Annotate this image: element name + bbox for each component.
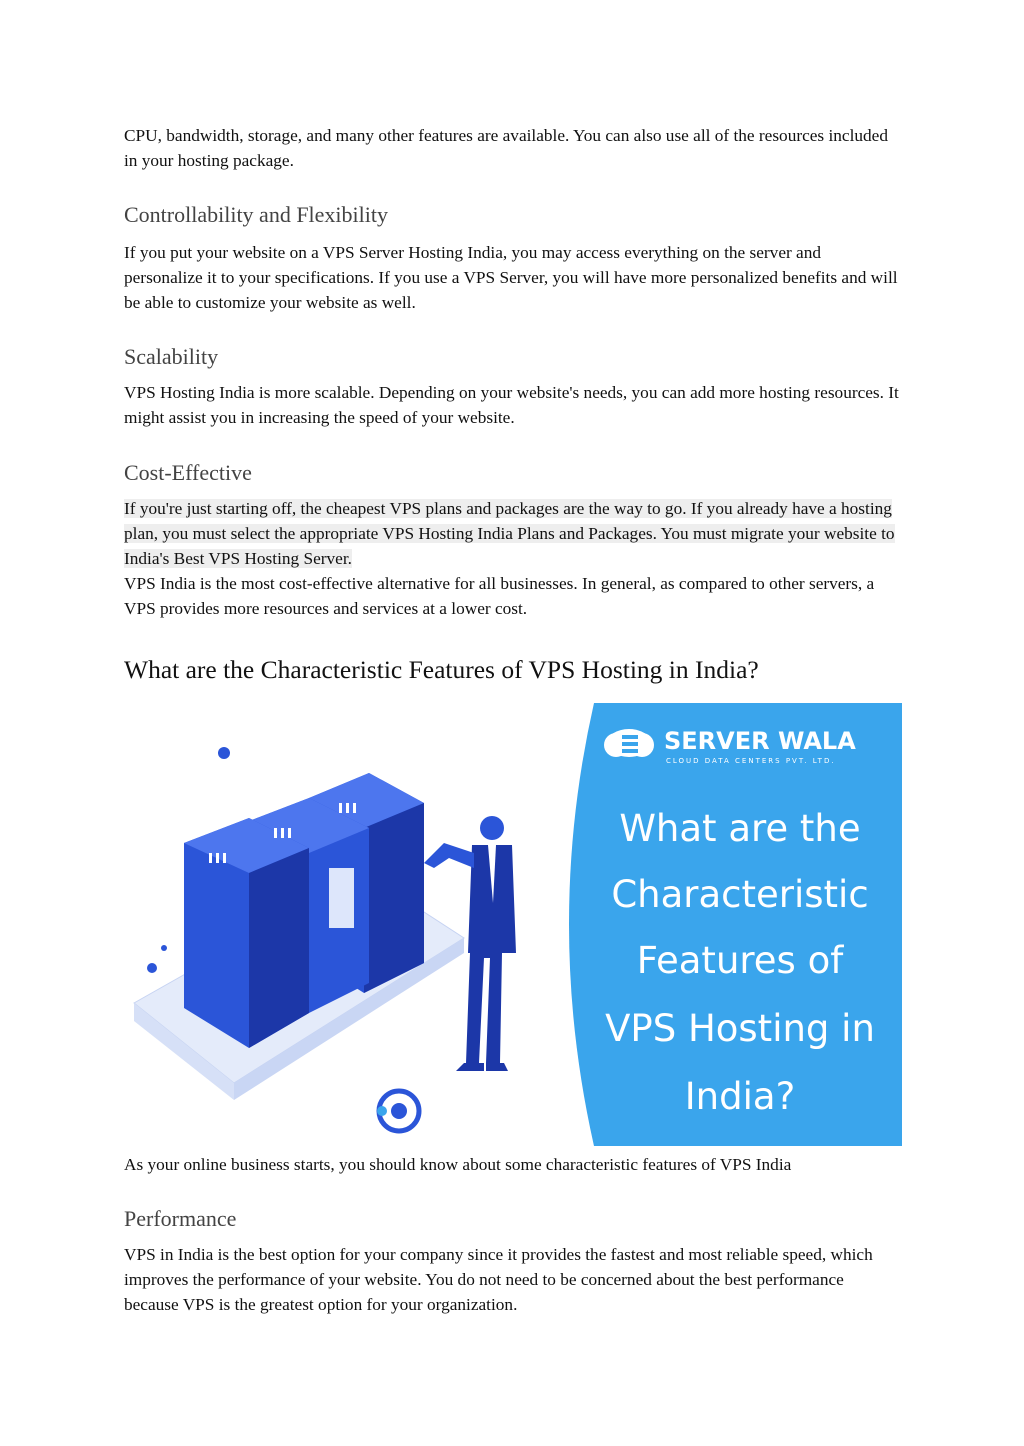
banner-title-line-1: What are the [619,807,861,850]
banner-title-line-2: Characteristic [611,873,869,916]
performance-heading: Performance [124,1206,237,1231]
cost-effective-heading: Cost-Effective [124,460,252,485]
banner-title-line-5: India? [684,1075,796,1118]
brand-tagline: CLOUD DATA CENTERS PVT. LTD. [666,757,836,765]
controllability-heading: Controllability and Flexibility [124,202,388,227]
features-heading: What are the Characteristic Features of VPS Hosting in India? [124,655,759,684]
cost-effective-highlighted-paragraph [124,496,900,571]
features-banner-image [124,703,902,1146]
cost-effective-paragraph: VPS India is the most cost-effective alternative for all businesses. In general, as compared to other servers, a VPS provides more resources and services at a lower cost. [124,574,875,618]
controllability-paragraph: If you put your website on a VPS Server Hosting India, you may access everything on the server and personalize it to your specifications. If you use a VPS Server, you will have more personalized benefits and will be able to customize your website as well. [124,243,898,312]
features-paragraph: As your online business starts, you should know about some characteristic features of VPS India [124,1155,792,1174]
scalability-paragraph: VPS Hosting India is more scalable. Depending on your website's needs, you can add more hosting resources. It might assist you in increasing the speed of your website. [124,383,899,427]
server-racks [184,773,424,1048]
brand-name: SERVER WALA [664,727,856,755]
banner-illustration [124,703,902,1146]
performance-paragraph: VPS in India is the best option for your company since it provides the fastest and most reliable speed, which improves the performance of your website. You do not need to be concerned about the best performance because VPS is the greatest option for your organization. [124,1245,873,1314]
intro-paragraph: CPU, bandwidth, storage, and many other features are available. You can also use all of the resources included in your hosting package. [124,126,888,170]
banner-title-line-4: VPS Hosting in [605,1007,875,1050]
scalability-heading: Scalability [124,344,219,369]
highlighted-text: If you're just starting off, the cheapest VPS plans and packages are the way to go. If you already have a hosting plan, you must select the appropriate VPS Hosting India Plans and Packages. You must migrate your website to India's Best VPS Hosting Server. [124,499,895,568]
banner-title-line-3: Features of [636,939,844,982]
